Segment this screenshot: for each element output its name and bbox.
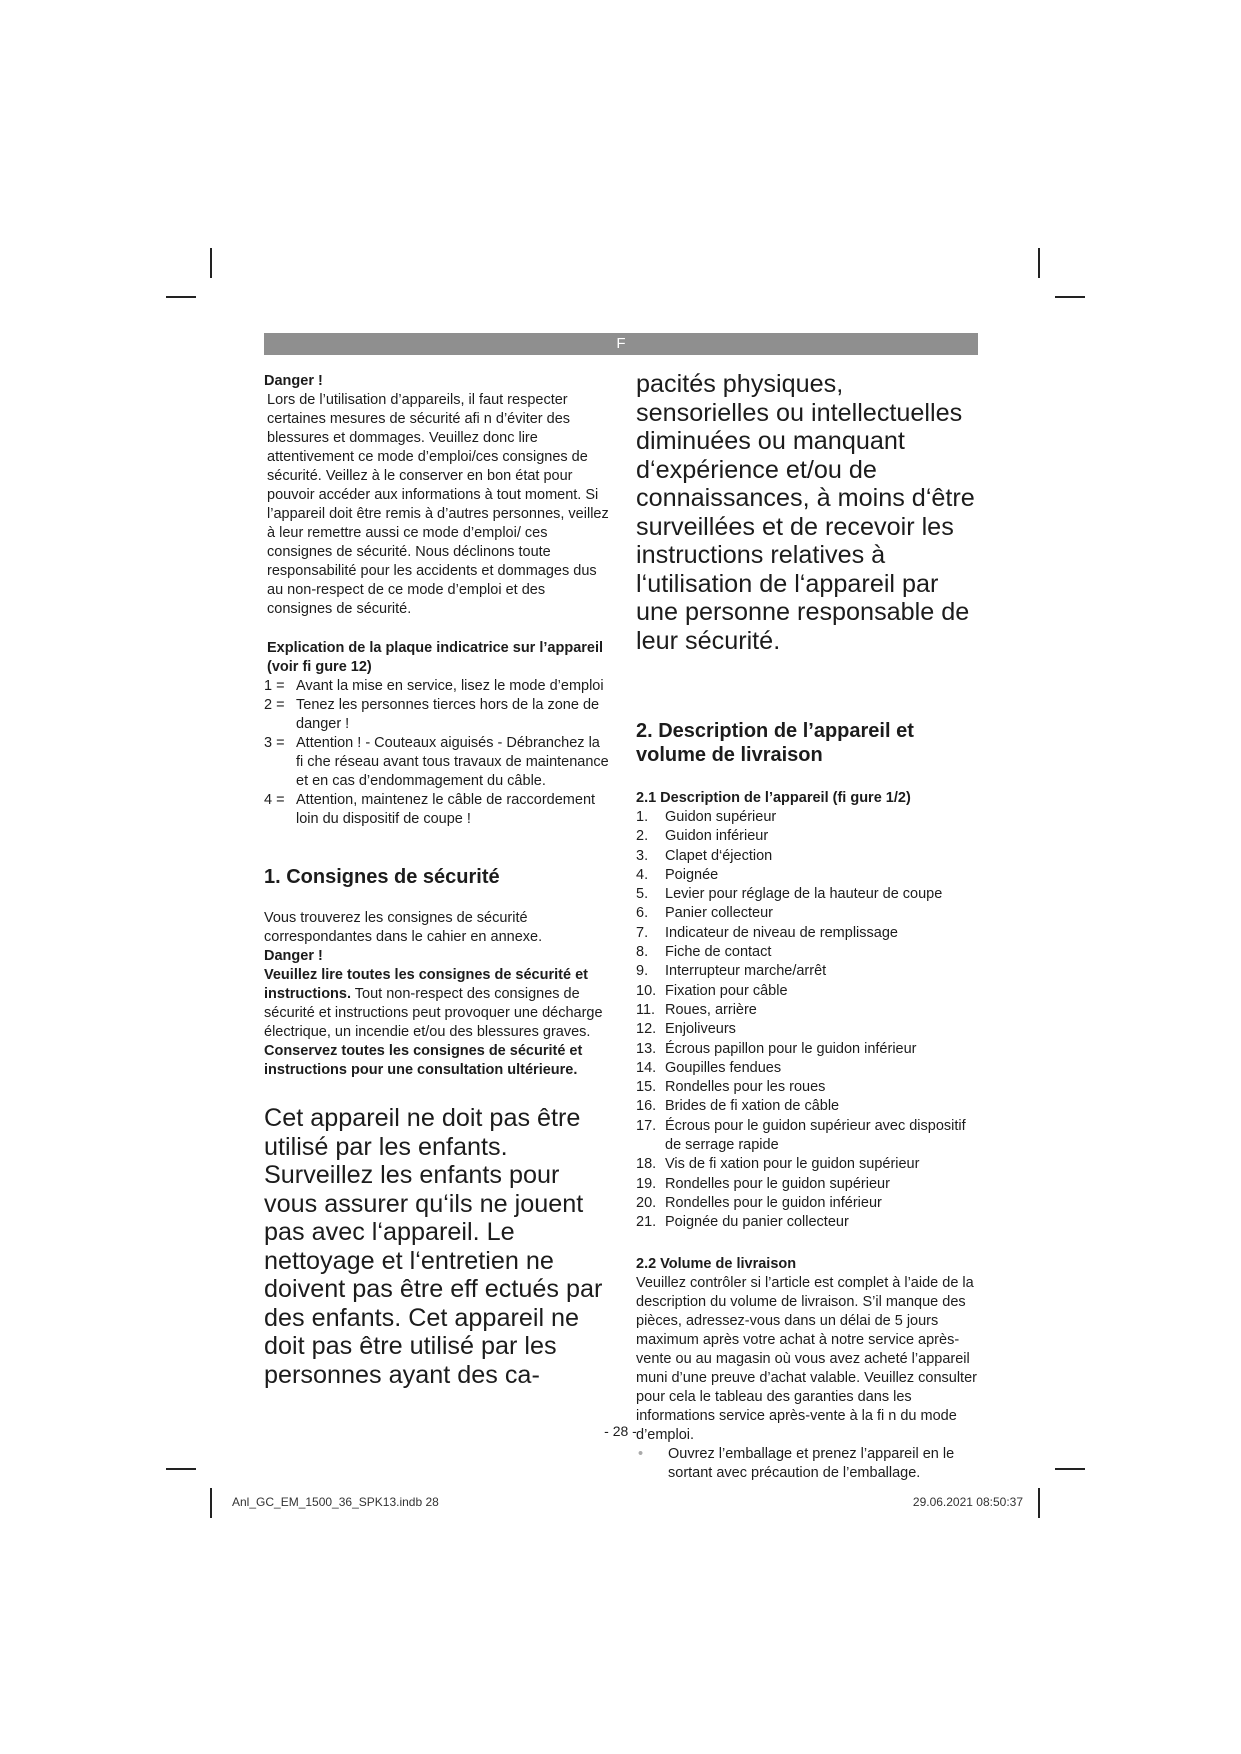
part-number: 5.: [636, 886, 649, 903]
plaque-item: [264, 677, 609, 696]
part-number: 10.: [636, 982, 657, 999]
crop-mark: [1055, 296, 1085, 298]
plaque-item-text: Avant la mise en service, lisez le mode d’emploi: [296, 678, 604, 694]
part-label: Fixation pour câble: [665, 982, 788, 999]
part-label: Goupilles fendues: [665, 1059, 782, 1076]
danger-text: Lors de l’utilisation d’appareils, il faut respecter certaines mesures de sécurité afi n d’éviter des blessures et dommages. Veuillez donc lire attentivement ce mode d’emploi/ces consignes de sécurité. Veillez à le conserver en bon état pour pouvoir accéder aux informations à tout moment. Si l’appareil doit être remis à d’autres personnes, veillez à leur remettre aussi ce mode d’emploi/ ces consignes de sécurité. Nous déclinons toute responsabilité pour les accidents et dommages dus au non-respect de ce mode d’emploi et des consignes de sécurité.: [267, 392, 609, 617]
part-label: Clapet d‘éjection: [665, 847, 773, 864]
footer-datetime: 29.06.2021 08:50:37: [912, 1495, 1023, 1509]
part-label: Vis de fi xation pour le guidon supérieur: [665, 1156, 920, 1173]
part-number: 17.: [636, 1117, 657, 1134]
list-item: [636, 1078, 981, 1097]
plaque-item: [264, 696, 609, 734]
language-label: F: [616, 335, 626, 352]
part-label: Rondelles pour le guidon supérieur: [665, 1175, 890, 1192]
plaque-item-text: Attention ! - Couteaux aiguisés - Débranchez la fi che réseau avant tous travaux de maintenance et en cas d’endommagement du câble.: [296, 735, 609, 789]
part-label: Panier collecteur: [665, 905, 773, 922]
list-item: [636, 1040, 981, 1059]
part-label: Écrous papillon pour le guidon inférieur: [665, 1040, 917, 1057]
plaque-item-number: 3 =: [264, 735, 285, 751]
list-item: [636, 1194, 981, 1213]
plaque-item-number: 1 =: [264, 678, 285, 694]
part-label: Enjoliveurs: [665, 1021, 736, 1038]
section2-title: 2. Description de l’appareil et volume de livraison: [636, 720, 914, 766]
list-item: [636, 1155, 981, 1174]
right-column: [636, 370, 981, 1483]
section22-title: 2.2 Volume de livraison: [636, 1255, 797, 1272]
part-label: Indicateur de niveau de remplissage: [665, 924, 898, 941]
part-number: 15.: [636, 1079, 657, 1096]
list-item: [636, 1097, 981, 1116]
part-number: 13.: [636, 1040, 657, 1057]
list-item: [636, 943, 981, 962]
list-item: [636, 885, 981, 904]
part-number: 1.: [636, 809, 649, 825]
children-warning: Cet appareil ne doit pas être utilisé par les enfants. Surveillez les enfants pour vous assurer qu‘ils ne jouent pas avec l‘appareil. Le nettoyage et l‘entretien ne doivent pas être eff ectués par des enfants. Cet appareil ne doit pas être utilisé par les personnes ayant des ca-: [264, 1104, 603, 1389]
list-item: [636, 1175, 981, 1194]
part-number: 18.: [636, 1156, 657, 1173]
part-number: 2.: [636, 828, 649, 845]
crop-mark: [1038, 248, 1040, 278]
left-column: [264, 372, 609, 1389]
list-item: [636, 827, 981, 846]
part-number: 8.: [636, 944, 649, 961]
list-item: [636, 1020, 981, 1039]
section1-title: 1. Consignes de sécurité: [264, 866, 500, 888]
plaque-list: [264, 677, 609, 829]
danger-title: Danger !: [264, 373, 323, 389]
plaque-item-number: 4 =: [264, 792, 285, 808]
part-number: 11.: [636, 1001, 656, 1018]
crop-mark: [1055, 1468, 1085, 1470]
plaque-item-text: Tenez les personnes tierces hors de la zone de danger !: [296, 697, 600, 732]
section1-instructions-text: Tout non-respect des consignes de sécurité et instructions peut provoquer une décharge électrique, un incendie et/ou des blessures graves.: [264, 986, 603, 1040]
part-label: Levier pour réglage de la hauteur de coupe: [665, 886, 943, 903]
list-item: [636, 866, 981, 885]
part-number: 7.: [636, 924, 649, 941]
part-label: Poignée: [665, 866, 719, 883]
plaque-item-text: Attention, maintenez le câble de raccordement loin du dispositif de coupe !: [296, 792, 596, 827]
crop-mark: [1038, 1488, 1040, 1518]
section1-instructions-bold: Veuillez lire toutes les consignes de sécurité et instructions.: [264, 967, 588, 1002]
part-number: 6.: [636, 905, 649, 922]
section1-intro: Vous trouverez les consignes de sécurité correspondantes dans le cahier en annexe.: [264, 910, 543, 945]
part-label: Interrupteur marche/arrêt: [665, 963, 827, 980]
crop-mark: [166, 1468, 196, 1470]
crop-mark: [210, 248, 212, 278]
part-number: 3.: [636, 847, 649, 864]
part-label: Fiche de contact: [665, 944, 772, 961]
list-item: [636, 1001, 981, 1020]
crop-mark: [166, 296, 196, 298]
plaque-item-number: 2 =: [264, 697, 285, 713]
section1-instructions: [264, 966, 609, 1042]
part-label: Rondelles pour le guidon inférieur: [665, 1194, 882, 1211]
section1-danger: Danger !: [264, 948, 323, 964]
list-item: [636, 1445, 981, 1483]
part-label: Guidon inférieur: [665, 828, 769, 845]
part-number: 19.: [636, 1175, 657, 1192]
plaque-item: [264, 791, 609, 829]
part-label: Guidon supérieur: [665, 809, 777, 825]
bullet-icon: •: [638, 1445, 644, 1462]
list-item: [636, 1117, 981, 1156]
section1-keep-instructions: Conservez toutes les consignes de sécurité et instructions pour une consultation ultérieure.: [264, 1043, 583, 1078]
bullet-text: Ouvrez l’emballage et prenez l’appareil en le sortant avec précaution de l’emballage.: [668, 1445, 955, 1481]
children-warning-continued: pacités physiques, sensorielles ou intellectuelles diminuées ou manquant d‘expérience et/ou de connaissances, à moins d‘être surveillées et de recevoir les instructions relatives à l‘utilisation de l‘appareil par une personne responsable de leur sécurité.: [636, 370, 975, 655]
page-number: - 28 -: [604, 1423, 637, 1439]
part-label: Écrous pour le guidon supérieur avec dispositif de serrage rapide: [665, 1117, 966, 1154]
footer-file: Anl_GC_EM_1500_36_SPK13.indb 28: [232, 1495, 439, 1509]
part-number: 14.: [636, 1059, 657, 1076]
part-label: Brides de fi xation de câble: [665, 1098, 840, 1115]
part-label: Poignée du panier collecteur: [665, 1214, 849, 1231]
part-number: 9.: [636, 963, 649, 980]
part-label: Roues, arrière: [665, 1001, 757, 1018]
part-number: 21.: [636, 1214, 657, 1231]
list-item: [636, 962, 981, 981]
list-item: [636, 808, 981, 827]
part-number: 12.: [636, 1021, 657, 1038]
part-label: Rondelles pour les roues: [665, 1079, 826, 1096]
list-item: [636, 982, 981, 1001]
part-number: 20.: [636, 1194, 657, 1211]
section21-title: 2.1 Description de l’appareil (fi gure 1/2): [636, 790, 911, 806]
section22-text: Veuillez contrôler si l’article est complet à l’aide de la description du volume de livraison. S’il manque des pièces, adressez-vous dans un délai de 5 jours maximum après votre achat à notre service après-vente ou au magasin où vous avez acheté l’appareil muni d’une preuve d’achat valable. Veuillez consulter pour cela le tableau des garanties dans les informations service après-vente à la fi n du mode d’emploi.: [636, 1274, 977, 1443]
plaque-item: [264, 734, 609, 791]
list-item: [636, 924, 981, 943]
language-header-bar: [264, 333, 978, 355]
part-number: 16.: [636, 1098, 657, 1115]
list-item: [636, 847, 981, 866]
parts-list: [636, 808, 981, 1233]
list-item: [636, 904, 981, 923]
list-item: [636, 1059, 981, 1078]
crop-mark: [210, 1488, 212, 1518]
part-number: 4.: [636, 866, 649, 883]
plaque-title: Explication de la plaque indicatrice sur l’appareil (voir fi gure 12): [267, 640, 604, 675]
list-item: [636, 1213, 981, 1232]
